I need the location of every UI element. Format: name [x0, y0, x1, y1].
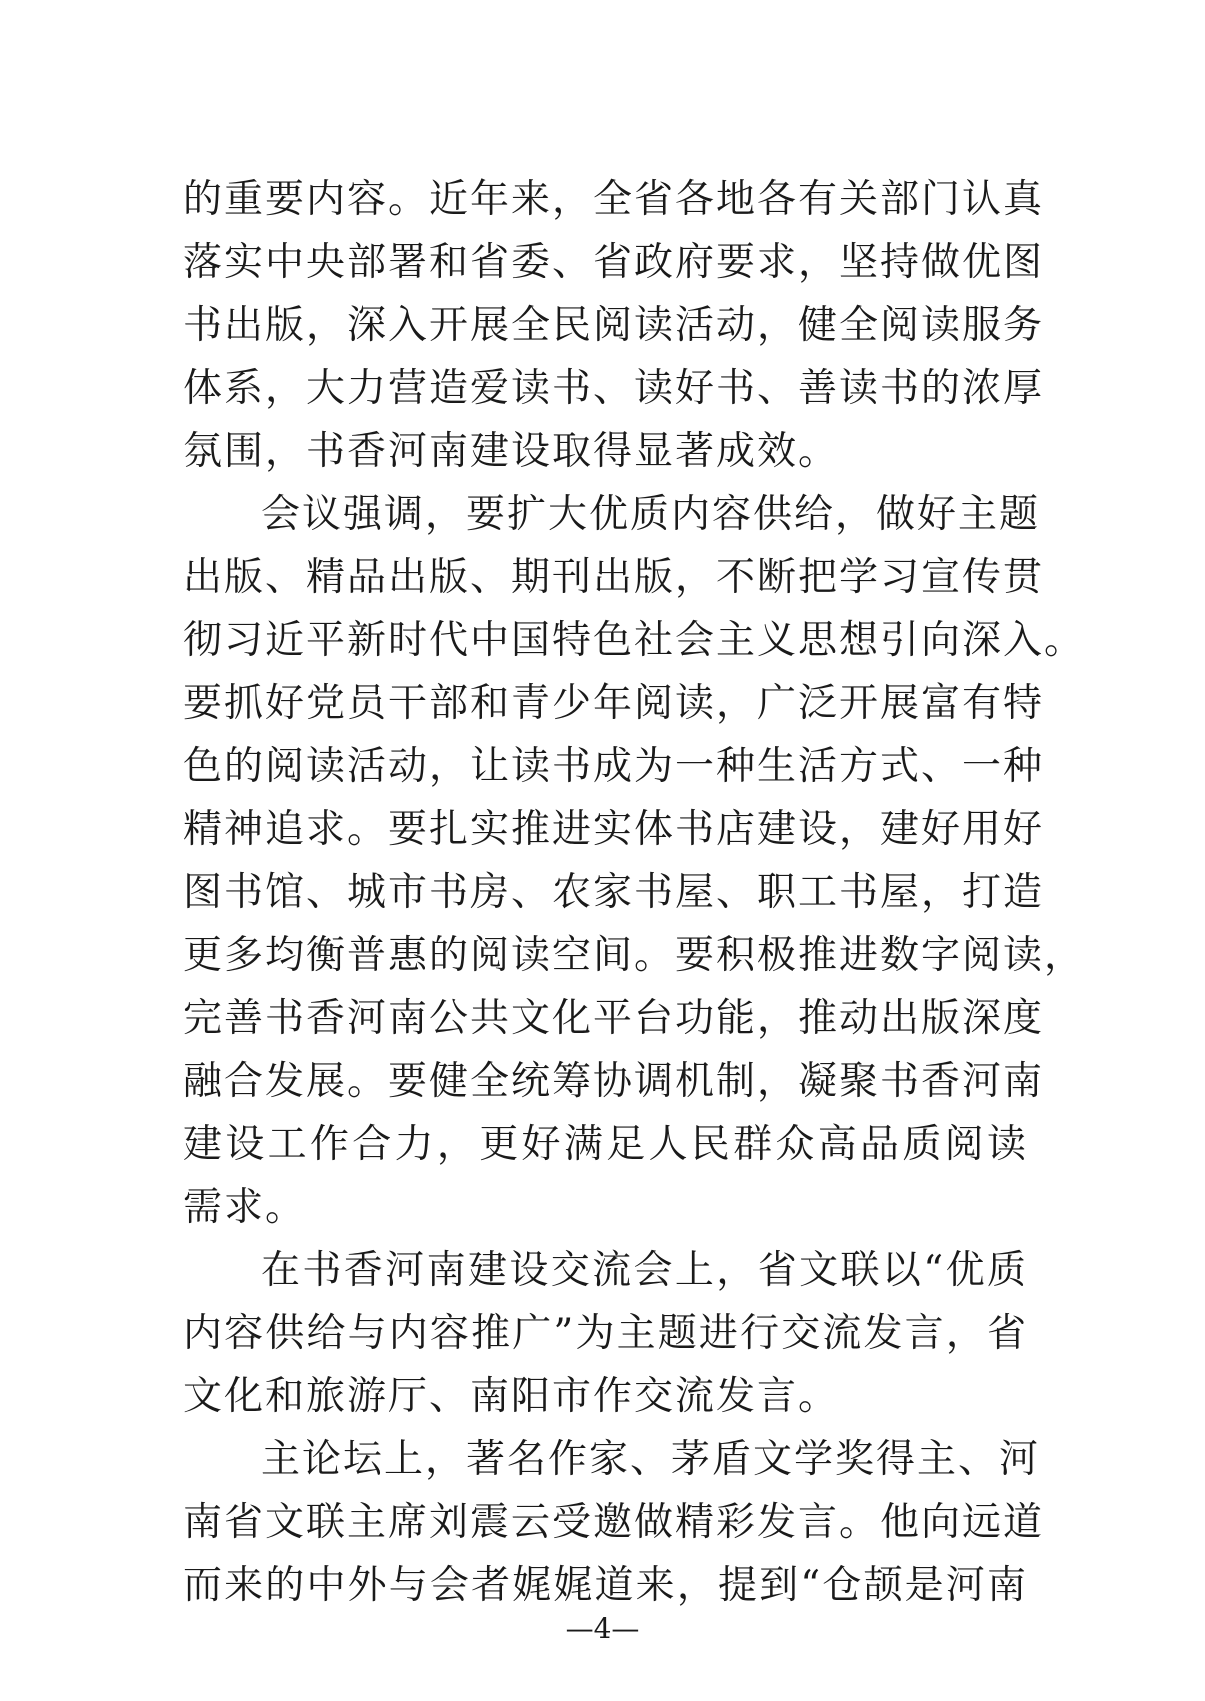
text-line: 内容供给与内容推广”为主题进行交流发言，省 [183, 1311, 1028, 1356]
text-line: 精神追求。要扎实推进实体书店建设，建好用好 [183, 807, 1045, 852]
text-line: 落实中央部署和省委、省政府要求，坚持做优图 [183, 240, 1045, 285]
text-line: 文化和旅游厅、南阳市作交流发言。 [183, 1374, 840, 1419]
text-line: 氛围，书香河南建设取得显著成效。 [183, 429, 840, 474]
page-number: —4— [565, 1612, 640, 1645]
text-line: 需求。 [183, 1185, 307, 1230]
text-line: 图书馆、城市书房、农家书屋、职工书屋，打造 [183, 870, 1045, 915]
text-line: 体系，大力营造爱读书、读好书、善读书的浓厚 [183, 366, 1045, 411]
text-line: 的重要内容。近年来，全省各地各有关部门认真 [183, 177, 1045, 222]
text-line: 而来的中外与会者娓娓道来，提到“仓颉是河南 [183, 1563, 1028, 1608]
paragraph [183, 483, 1086, 1239]
text-line: 建设工作合力，更好满足人民群众高品质阅读 [183, 1122, 1028, 1167]
text-line: 南省文联主席刘震云受邀做精彩发言。他向远道 [183, 1500, 1045, 1545]
text-line: 融合发展。要健全统筹协调机制，凝聚书香河南 [183, 1059, 1045, 1104]
text-line: 会议强调，要扩大优质内容供给，做好主题 [261, 492, 1041, 537]
paragraph [183, 168, 1045, 483]
text-line: 更多均衡普惠的阅读空间。要积极推进数字阅读， [183, 933, 1086, 978]
paragraph [183, 1239, 1028, 1428]
text-line: 要抓好党员干部和青少年阅读，广泛开展富有特 [183, 681, 1045, 726]
text-line: 书出版，深入开展全民阅读活动，健全阅读服务 [183, 303, 1045, 348]
text-line: 主论坛上，著名作家、茅盾文学奖得主、河 [261, 1437, 1041, 1482]
body-text [183, 168, 1086, 1617]
text-line: 完善书香河南公共文化平台功能，推动出版深度 [183, 996, 1045, 1041]
text-line: 彻习近平新时代中国特色社会主义思想引向深入。 [183, 618, 1086, 663]
paragraph [183, 1428, 1045, 1617]
text-line: 色的阅读活动，让读书成为一种生活方式、一种 [183, 744, 1045, 789]
text-line: 在书香河南建设交流会上，省文联以“优质 [261, 1248, 1028, 1293]
text-line: 出版、精品出版、期刊出版，不断把学习宣传贯 [183, 555, 1045, 600]
